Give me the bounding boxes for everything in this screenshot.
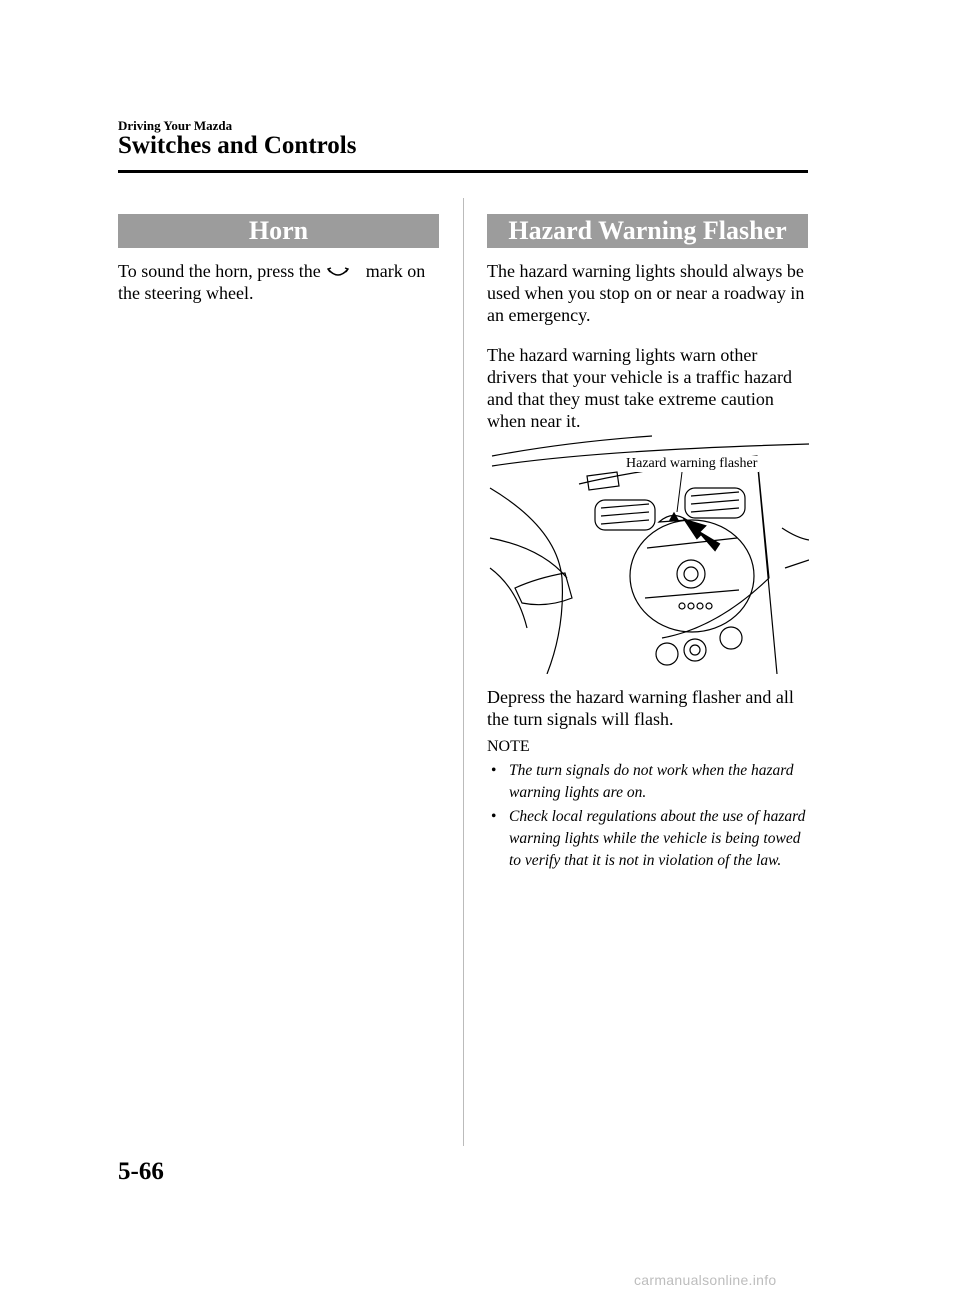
horn-icon xyxy=(327,267,349,279)
page-number: 5-66 xyxy=(118,1158,164,1185)
section-label: Driving Your Mazda xyxy=(118,118,233,133)
horn-heading: Horn xyxy=(118,214,439,248)
watermark: carmanualsonline.info xyxy=(634,1272,777,1288)
bullet-icon: • xyxy=(491,762,497,779)
figure-label: Hazard warning flasher xyxy=(626,456,758,471)
horn-text-before: To sound the horn, press the xyxy=(118,261,321,281)
hazard-paragraph-1: The hazard warning lights should always be used when you stop on or near a roadway in an emergency. xyxy=(487,261,805,325)
hazard-paragraph-3: Depress the hazard warning flasher and all the turn signals will flash. xyxy=(487,687,794,729)
notes-list xyxy=(487,760,809,874)
note-item xyxy=(487,806,809,872)
column-divider xyxy=(463,198,464,1146)
note-label: NOTE xyxy=(487,738,530,755)
horn-paragraph xyxy=(118,260,439,304)
chapter-title: Switches and Controls xyxy=(118,132,357,159)
hazard-heading: Hazard Warning Flasher xyxy=(487,214,808,248)
note-text: Check local regulations about the use of hazard warning lights while the vehicle is being towed to verify that it is not in violation of the law. xyxy=(509,808,806,869)
bullet-icon: • xyxy=(491,808,497,825)
horn-text-after: mark on the steering wheel. xyxy=(118,261,426,303)
header-rule xyxy=(118,170,808,173)
hazard-paragraph-2: The hazard warning lights warn other drivers that your vehicle is a traffic hazard and that they must take extreme caution when near it. xyxy=(487,345,793,431)
note-text: The turn signals do not work when the hazard warning lights are on. xyxy=(509,762,794,801)
note-item xyxy=(487,760,809,804)
